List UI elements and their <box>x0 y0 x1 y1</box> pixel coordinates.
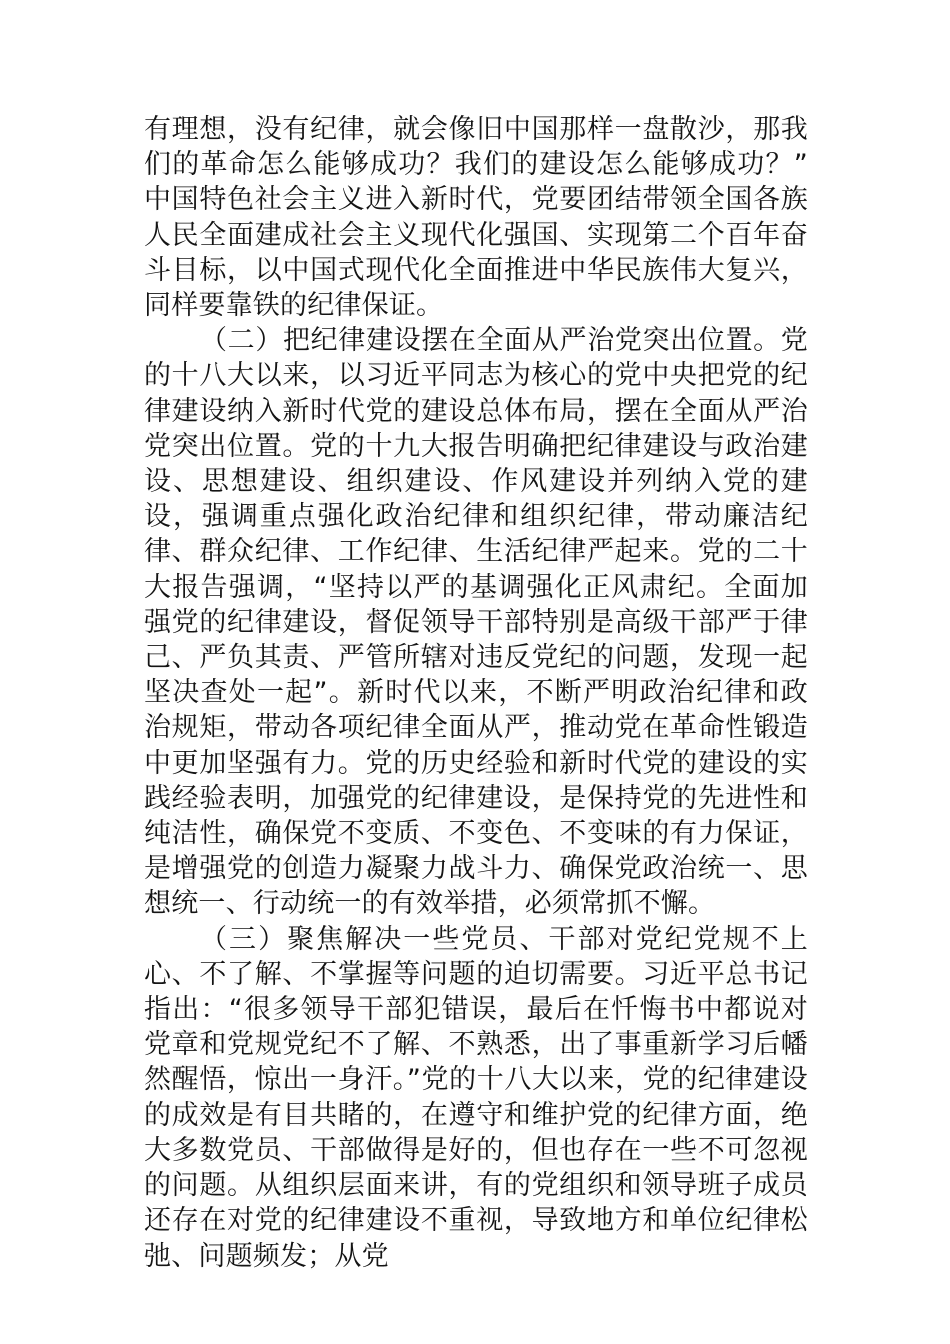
paragraph-continuation: 有理想，没有纪律，就会像旧中国那样一盘散沙，那我们的革命怎么能够成功？我们的建设怎么能够成功？” 中国特色社会主义进入新时代，党要团结带领全国各族人民全面建成社会主义现代化强国、实现第二个百年奋斗目标，以中国式现代化全面推进中华民族伟大复兴，同样要靠铁的纪律保证。 <box>144 114 808 322</box>
paragraph-section-three: （三）聚焦解决一些党员、干部对党纪党规不上心、不了解、不掌握等问题的迫切需要。习近平总书记指出：“很多领导干部犯错误，最后在忏悔书中都说对党章和党规党纪不了解、不熟悉，出了事重新学习后幡然醒悟，惊出一身汗。”党的十八大以来，党的纪律建设的成效是有目共睹的，在遵守和维护党的纪律方面，绝大多数党员、干部做得是好的，但也存在一些不可忽视的问题。从组织层面来讲，有的党组织和领导班子成员还存在对党的纪律建设不重视，导致地方和单位纪律松弛、问题频发；从党 <box>144 923 808 1272</box>
document-body <box>144 112 808 1274</box>
paragraph-section-two: （二）把纪律建设摆在全面从严治党突出位置。党的十八大以来，以习近平同志为核心的党中央把党的纪律建设纳入新时代党的建设总体布局，摆在全面从严治党突出位置。党的十九大报告明确把纪律建设与政治建设、思想建设、组织建设、作风建设并列纳入党的建设，强调重点强化政治纪律和组织纪律，带动廉洁纪律、群众纪律、工作纪律、生活纪律严起来。党的二十大报告强调，“坚持以严的基调强化正风肃纪。全面加强党的纪律建设，督促领导干部特别是高级干部严于律己、严负其责、严管所辖对违反党纪的问题，发现一起坚决查处一起”。新时代以来，不断严明政治纪律和政治规矩，带动各项纪律全面从严，推动党在革命性锻造中更加坚强有力。党的历史经验和新时代党的建设的实践经验表明，加强党的纪律建设，是保持党的先进性和纯洁性，确保党不变质、不变色、不变味的有力保证，是增强党的创造力凝聚力战斗力、确保党政治统一、思想统一、行动统一的有效举措，必须常抓不懈。 <box>144 325 808 920</box>
